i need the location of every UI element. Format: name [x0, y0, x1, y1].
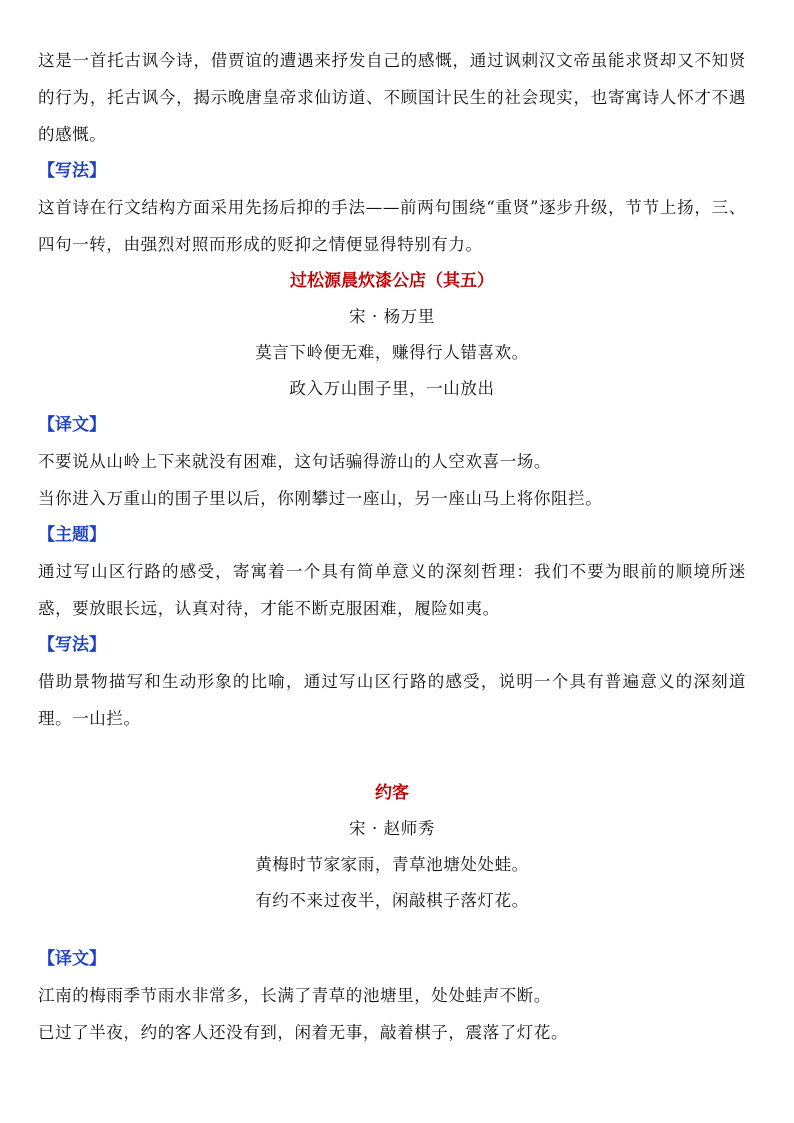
- theme-heading: 【主题】: [38, 525, 106, 545]
- translation-heading: 【译文】: [38, 415, 106, 435]
- theme-paragraph: 这是一首托古讽今诗，借贾谊的遭遇来抒发自己的感慨，通过讽刺汉文帝虽能求贤却又不知贤的行为，托古讽今，揭示晚唐皇帝求仙访道、不顾国计民生的社会现实，也寄寓诗人怀才不遇的感慨。: [38, 51, 746, 144]
- method-paragraph: 借助景物描写和生动形象的比喻，通过写山区行路的感受，说明一个具有普遍意义的深刻道理。一山拦。: [38, 672, 746, 728]
- method-paragraph: 这首诗在行文结构方面采用先扬后抑的手法——前两句围绕“重贤”逐步升级，节节上扬，三、四句一转，由强烈对照而形成的贬抑之情便显得特别有力。: [38, 198, 746, 254]
- poem-title: 约客: [375, 783, 409, 803]
- method-heading: 【写法】: [38, 161, 106, 181]
- spacer: [38, 919, 746, 941]
- poem-author: 宋 · 杨万里: [349, 307, 435, 326]
- spacer: [38, 737, 746, 775]
- translation-line: 已过了半夜，约的客人还没有到，闲着无事，敲着棋子，震落了灯花。: [38, 1023, 569, 1042]
- translation-heading: 【译文】: [38, 949, 106, 969]
- poem-line: 莫言下岭便无难，赚得行人错喜欢。: [255, 343, 529, 362]
- translation-line: 当你进入万重山的围子里以后，你刚攀过一座山，另一座山马上将你阻拦。: [38, 489, 603, 508]
- method-heading: 【写法】: [38, 635, 106, 655]
- translation-line: 江南的梅雨季节雨水非常多，长满了青草的池塘里，处处蛙声不断。: [38, 986, 551, 1005]
- poem-line: 黄梅时节家家雨，青草池塘处处蛙。: [255, 855, 529, 874]
- theme-paragraph: 通过写山区行路的感受，寄寓着一个具有简单意义的深刻哲理：我们不要为眼前的顺境所迷惑，要放眼长远，认真对待，才能不断克服困难，履险如夷。: [38, 562, 746, 618]
- poem-line: 政入万山围子里，一山放出: [289, 379, 495, 398]
- translation-line: 不要说从山岭上下来就没有困难，这句话骗得游山的人空欢喜一场。: [38, 452, 551, 471]
- poem-line: 有约不来过夜半，闲敲棋子落灯花。: [255, 891, 529, 910]
- poem-title: 过松源晨炊漆公店（其五）: [290, 271, 494, 291]
- poem-author: 宋 · 赵师秀: [349, 819, 435, 838]
